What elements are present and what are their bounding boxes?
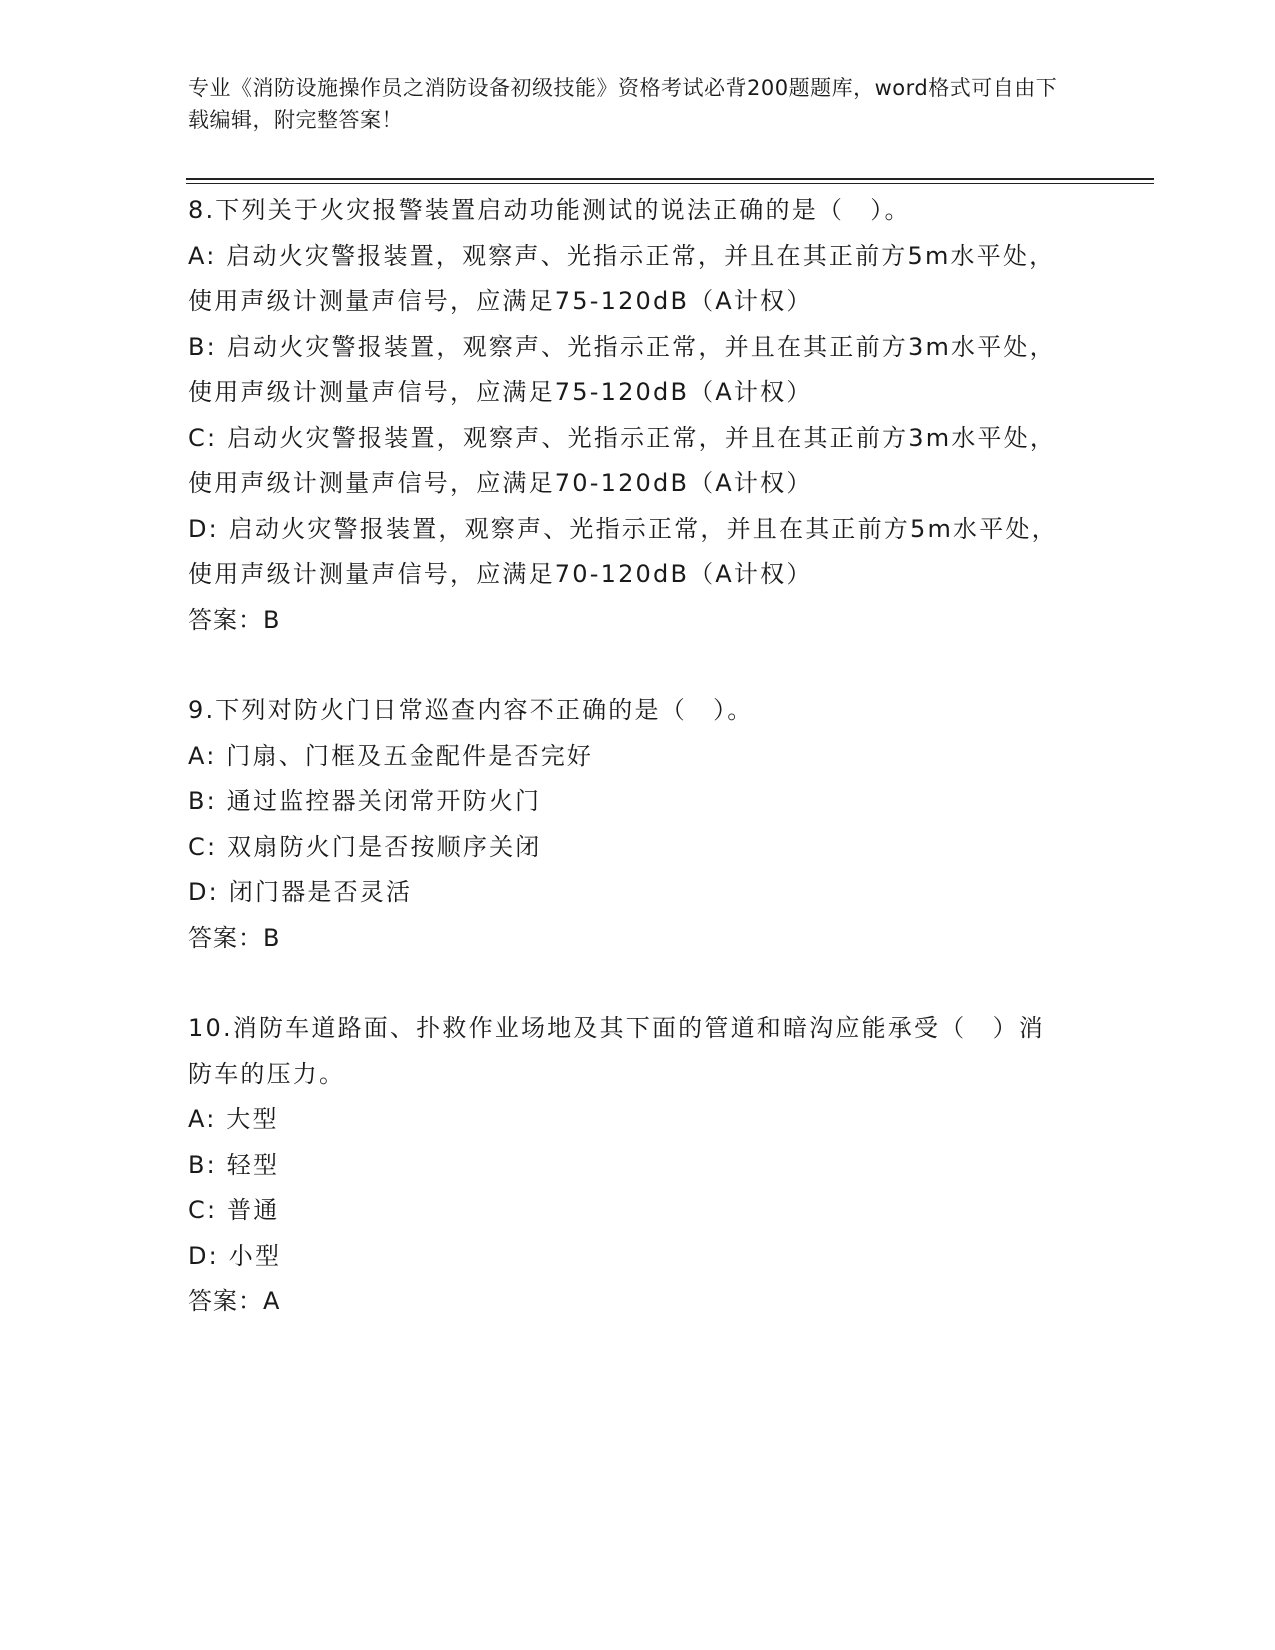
question-10 xyxy=(188,1006,1068,1325)
document-header: 专业《消防设施操作员之消防设备初级技能》资格考试必背200题题库，word格式可自由下载编辑，附完整答案！ xyxy=(188,76,1058,132)
option-c: C: 双扇防火门是否按顺序关闭 xyxy=(188,832,542,861)
question-9 xyxy=(188,688,1068,961)
question-8 xyxy=(188,188,1068,643)
option-b: B: 轻型 xyxy=(188,1150,280,1179)
question-stem: 9.下列对防火门日常巡查内容不正确的是（ ）。 xyxy=(188,696,754,724)
option-b: B: 启动火灾警报装置，观察声、光指示正常，并且在其正前方3m水平处，使用声级计测量声信号，应满足75-120dB（A计权） xyxy=(188,332,1056,406)
answer-line: 答案：B xyxy=(188,923,281,952)
option-a: A: 大型 xyxy=(188,1105,279,1133)
option-c: C: 普通 xyxy=(188,1196,280,1224)
option-b: B: 通过监控器关闭常开防火门 xyxy=(188,787,542,815)
header-divider-thin xyxy=(186,183,1154,184)
question-spacer xyxy=(188,961,1068,1006)
question-stem: 10.消防车道路面、扑救作业场地及其下面的管道和暗沟应能承受（ ）消防车的压力。 xyxy=(188,1014,1045,1088)
option-d: D: 启动火灾警报装置，观察声、光指示正常，并且在其正前方5m水平处，使用声级计测量声信号，应满足70-120dB（A计权） xyxy=(188,514,1058,588)
answer-line: 答案：B xyxy=(188,605,281,634)
question-stem: 8.下列关于火灾报警装置启动功能测试的说法正确的是（ ）。 xyxy=(188,196,911,224)
option-a: A: 启动火灾警报装置，观察声、光指示正常，并且在其正前方5m水平处，使用声级计测量声信号，应满足75-120dB（A计权） xyxy=(188,241,1056,315)
option-a: A: 门扇、门框及五金配件是否完好 xyxy=(188,741,594,770)
option-d: D: 闭门器是否灵活 xyxy=(188,878,413,906)
header-divider-thick xyxy=(186,178,1154,180)
question-list xyxy=(188,188,1068,1325)
option-c: C: 启动火灾警报装置，观察声、光指示正常，并且在其正前方3m水平处，使用声级计测量声信号，应满足70-120dB（A计权） xyxy=(188,423,1057,497)
question-spacer xyxy=(188,643,1068,688)
answer-line: 答案：A xyxy=(188,1287,281,1315)
option-d: D: 小型 xyxy=(188,1241,282,1270)
